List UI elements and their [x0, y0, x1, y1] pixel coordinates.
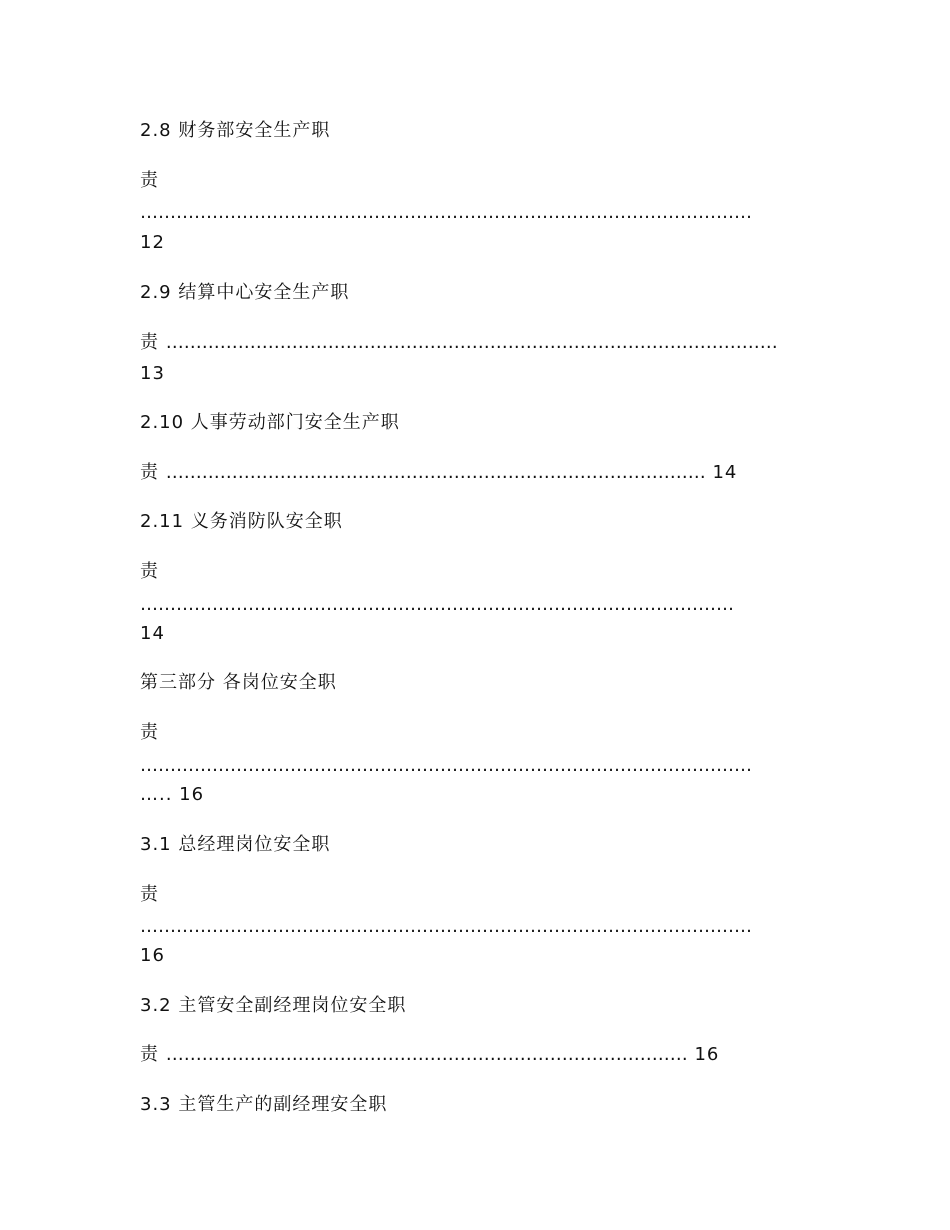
toc-entry-title-tail: 责 [140, 884, 159, 905]
toc-title-tail-text: 责 [140, 1044, 166, 1065]
toc-dot-leader: ………………………………………………………………………………………… [140, 916, 752, 937]
toc-entry-title[interactable]: 2.9 结算中心安全生产职 [140, 282, 350, 303]
toc-entry-title-tail: 责 [140, 722, 159, 743]
toc-dot-leader: ………………………………………………………………………………………… [165, 332, 778, 353]
toc-entry-title[interactable]: 2.10 人事劳动部门安全生产职 [140, 412, 400, 433]
toc-page-number[interactable]: 16 [687, 1044, 720, 1065]
toc-dot-leader: ………………………………………………………………………………………… [140, 202, 752, 223]
toc-page-number[interactable]: 14 [140, 623, 165, 644]
toc-page-number[interactable]: 14 [705, 462, 738, 483]
toc-entry-title[interactable]: 2.11 义务消防队安全职 [140, 511, 343, 532]
toc-entry-title-tail [140, 462, 737, 484]
toc-entry-title[interactable]: 3.1 总经理岗位安全职 [140, 834, 331, 855]
toc-page-number[interactable]: 13 [140, 363, 165, 384]
toc-page-number[interactable]: 12 [140, 232, 165, 253]
toc-dot-leader: ……………………………………………………………………………… [165, 462, 706, 483]
toc-title-tail-text: 责 [140, 462, 166, 483]
toc-dot-leader: …………………………………………………………………………… [165, 1044, 688, 1065]
toc-entry-title[interactable]: 3.3 主管生产的副经理安全职 [140, 1094, 388, 1115]
toc-entry-title[interactable]: 2.8 财务部安全生产职 [140, 120, 331, 141]
toc-entry-title[interactable]: 第三部分 各岗位安全职 [140, 672, 337, 693]
toc-title-tail-text: 责 [140, 332, 166, 353]
toc-entry-title-tail: 责 [140, 561, 159, 582]
toc-dot-leader: ………………………………………………………………………………………… [140, 755, 752, 776]
toc-page-number[interactable]: ….. 16 [140, 784, 205, 805]
toc-entry-title-tail: 责 [140, 170, 159, 191]
toc-entry-title-tail [140, 1044, 719, 1066]
toc-dot-leader: ……………………………………………………………………………………… [140, 594, 734, 615]
toc-entry-title-tail [140, 332, 778, 354]
toc-entry-title[interactable]: 3.2 主管安全副经理岗位安全职 [140, 995, 407, 1016]
toc-page-number[interactable]: 16 [140, 945, 165, 966]
